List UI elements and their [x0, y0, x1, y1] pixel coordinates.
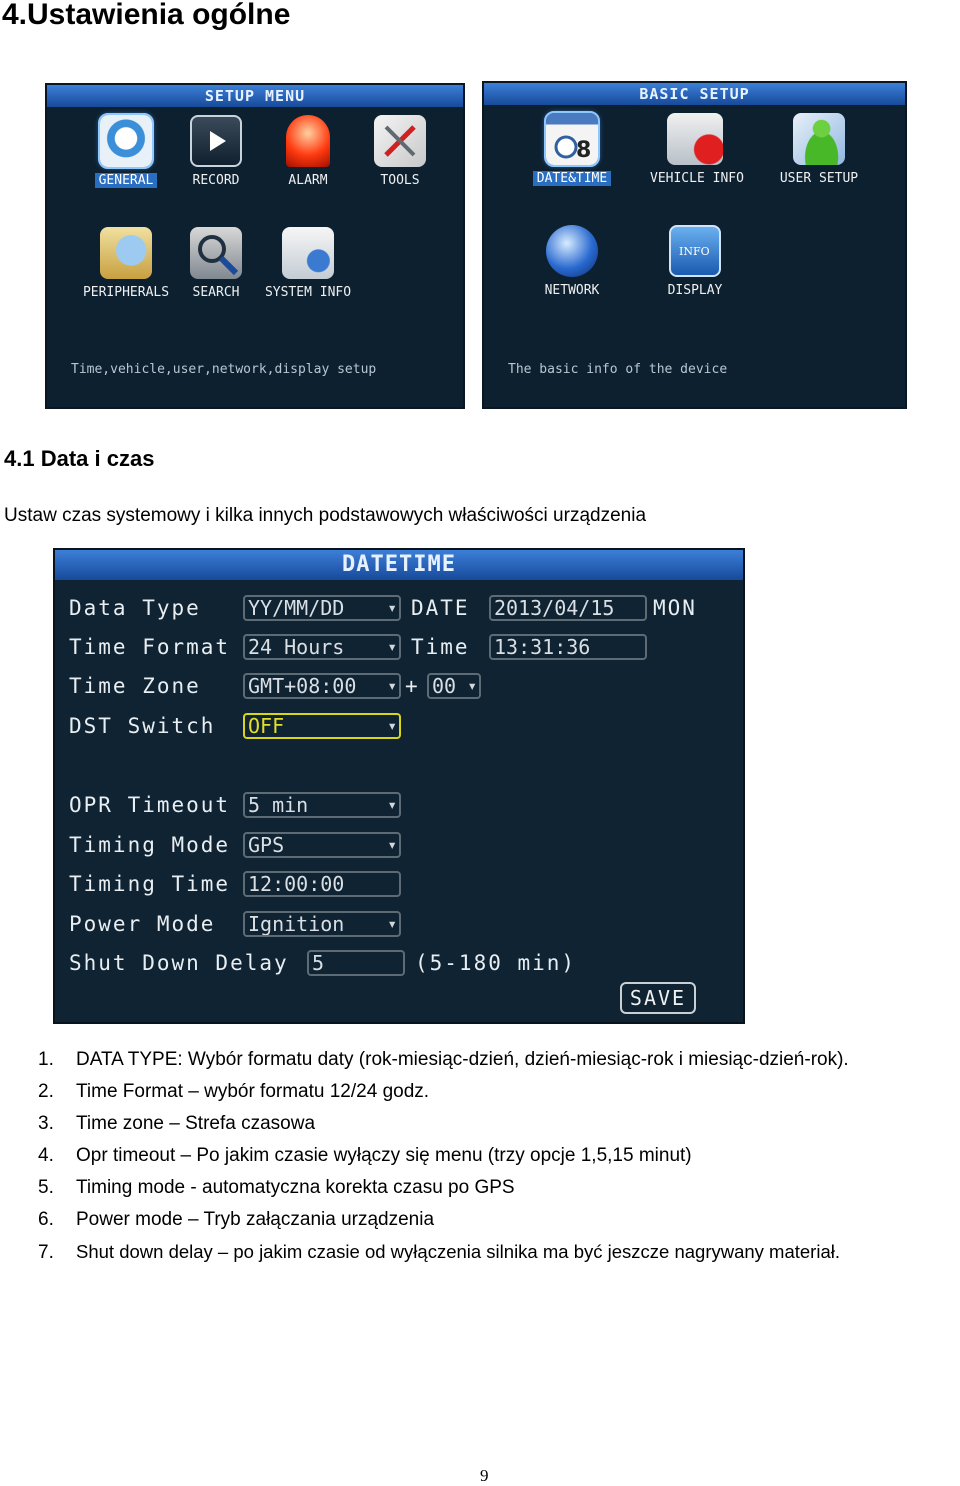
menu-item-label: PERIPHERALS: [82, 285, 170, 300]
menu-item-peripherals[interactable]: [81, 227, 171, 300]
list-item: 2. Time Format – wybór formatu 12/24 godz.: [38, 1081, 430, 1102]
list-item: 5. Timing mode - automatyczna korekta czasu po GPS: [38, 1177, 515, 1198]
shutdown-delay-field[interactable]: 5: [307, 950, 405, 976]
menu-item-label: ALARM: [288, 173, 328, 188]
time-zone-label: Time Zone: [69, 674, 201, 698]
menu-item-label: USER SETUP: [779, 171, 859, 186]
setup-menu-hint: Time,vehicle,user,network,display setup: [71, 362, 377, 377]
menu-item-label: DISPLAY: [667, 283, 723, 298]
list-item: 1. DATA TYPE: Wybór formatu daty (rok-miesiąc-dzień, dzień-miesiąc-rok i miesiąc-dzień-rok).: [38, 1049, 849, 1070]
power-mode-label: Power Mode: [69, 912, 216, 936]
list-item: 4. Opr timeout – Po jakim czasie wyłączy się menu (trzy opcje 1,5,15 minut): [38, 1145, 692, 1166]
date-field[interactable]: 2013/04/15: [489, 595, 647, 621]
page-heading: 4.Ustawienia ogólne: [2, 0, 291, 31]
basic-setup-hint: The basic info of the device: [508, 362, 728, 377]
tools-icon: [374, 115, 426, 167]
timing-mode-label: Timing Mode: [69, 833, 231, 857]
timing-time-label: Timing Time: [69, 872, 231, 896]
dst-switch-label: DST Switch: [69, 714, 216, 738]
setup-menu-screen: [45, 83, 465, 409]
section-title: 4.1 Data i czas: [4, 446, 155, 471]
info-display-icon: [669, 225, 721, 277]
time-format-select[interactable]: 24 Hours ▾: [243, 634, 401, 660]
menu-item-vehicle-info[interactable]: [650, 113, 744, 186]
menu-item-tools[interactable]: [355, 115, 445, 188]
menu-item-display[interactable]: [650, 225, 740, 298]
menu-item-network[interactable]: [527, 225, 617, 298]
list-item: 7. Shut down delay – po jakim czasie od wyłączenia silnika ma być jeszcze nagrywany materiał.: [38, 1241, 840, 1263]
datetime-screen: [53, 548, 745, 1024]
menu-item-user-setup[interactable]: [774, 113, 864, 186]
menu-item-label: RECORD: [192, 173, 240, 188]
menu-item-record[interactable]: [171, 115, 261, 188]
system-info-icon: [282, 227, 334, 279]
menu-item-alarm[interactable]: [263, 115, 353, 188]
svg-text:8: 8: [576, 138, 592, 163]
menu-item-label: DATE&TIME: [533, 171, 611, 186]
time-zone-offset-select[interactable]: 00 ▾: [427, 673, 481, 699]
globe-icon: [546, 225, 598, 277]
menu-item-label: VEHICLE INFO: [650, 171, 744, 186]
datetime-title: DATETIME: [55, 550, 743, 580]
power-mode-select[interactable]: Ignition ▾: [243, 911, 401, 937]
svg-text:INFO: INFO: [679, 245, 710, 258]
user-icon: [793, 113, 845, 165]
data-type-label: Data Type: [69, 596, 201, 620]
time-format-label: Time Format: [69, 635, 231, 659]
search-icon: [190, 227, 242, 279]
calendar-clock-icon: [546, 113, 598, 165]
menu-item-label: SYSTEM INFO: [264, 285, 352, 300]
time-label: Time: [411, 635, 470, 659]
section-intro: Ustaw czas systemowy i kilka innych podstawowych właściwości urządzenia: [4, 505, 647, 526]
list-item: 3. Time zone – Strefa czasowa: [38, 1113, 316, 1134]
siren-icon: [286, 115, 330, 167]
time-field[interactable]: 13:31:36: [489, 634, 647, 660]
opr-timeout-select[interactable]: 5 min ▾: [243, 792, 401, 818]
settings-description-list: [38, 1044, 849, 1268]
menu-item-label: GENERAL: [95, 173, 158, 188]
play-monitor-icon: [190, 115, 242, 167]
basic-setup-screen: [482, 81, 907, 409]
menu-item-label: TOOLS: [380, 173, 420, 188]
menu-item-general[interactable]: [81, 115, 171, 189]
vehicle-info-icon: [667, 113, 723, 165]
setup-menu-title: SETUP MENU: [47, 85, 463, 107]
data-type-select[interactable]: YY/MM/DD ▾: [243, 595, 401, 621]
peripherals-icon: [100, 227, 152, 279]
plus-sign: +: [405, 674, 420, 698]
menu-item-label: SEARCH: [192, 285, 240, 300]
dst-switch-select[interactable]: OFF ▾: [243, 713, 401, 739]
menu-item-system-info[interactable]: [263, 227, 353, 300]
opr-timeout-label: OPR Timeout: [69, 793, 231, 817]
gear-globe-icon: [100, 115, 152, 167]
timing-mode-select[interactable]: GPS ▾: [243, 832, 401, 858]
list-item: 6. Power mode – Tryb załączania urządzenia: [38, 1209, 435, 1230]
page-number: 9: [480, 1466, 489, 1485]
shutdown-delay-range: (5-180 min): [415, 951, 577, 975]
date-label: DATE: [411, 596, 470, 620]
basic-setup-title: BASIC SETUP: [484, 83, 905, 105]
menu-item-date-time[interactable]: [527, 113, 617, 187]
menu-item-search[interactable]: [171, 227, 261, 300]
shutdown-delay-label: Shut Down Delay: [69, 951, 289, 975]
menu-item-label: NETWORK: [544, 283, 600, 298]
save-button[interactable]: SAVE: [620, 982, 696, 1014]
time-zone-select[interactable]: GMT+08:00 ▾: [243, 673, 401, 699]
weekday-label: MON: [653, 596, 697, 620]
timing-time-field[interactable]: 12:00:00: [243, 871, 401, 897]
